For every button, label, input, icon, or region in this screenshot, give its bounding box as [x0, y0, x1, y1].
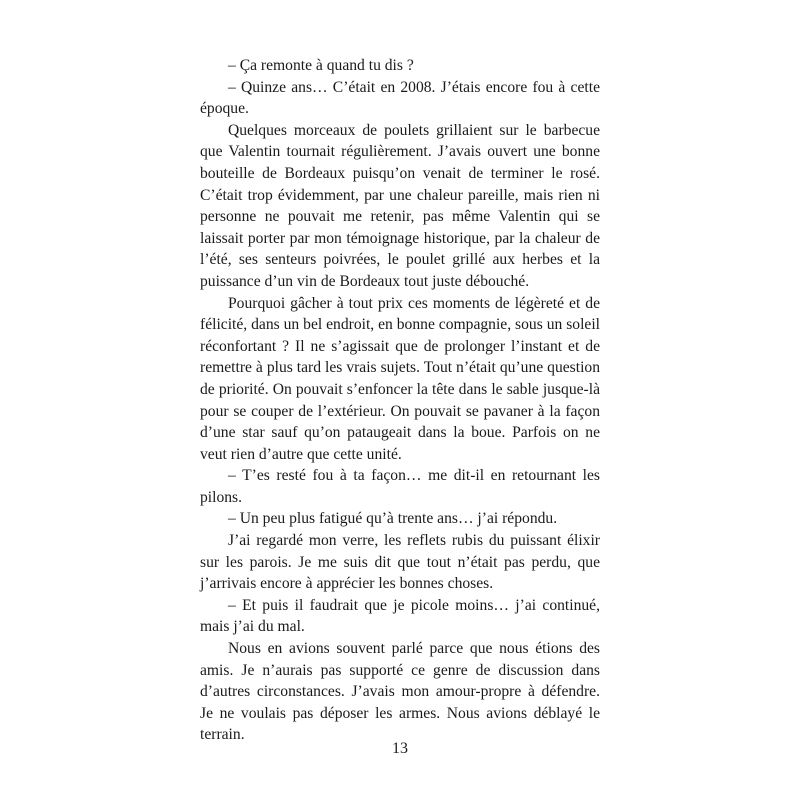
paragraph: – T’es resté fou à ta façon… me dit-il en retournant les pilons. [200, 467, 600, 506]
page-number: 13 [392, 740, 408, 757]
paragraph: – Et puis il faudrait que je picole moins… j’ai continué, mais j’ai du mal. [200, 596, 600, 636]
body-text [200, 55, 600, 746]
paragraph: J’ai regardé mon verre, les reflets rubis du puissant élixir sur les parois. Je me suis dit que tout n’était pas perdu, que j’arrivais encore à apprécier les bonnes choses. [200, 532, 600, 593]
paragraph: Pourquoi gâcher à tout prix ces moments de légèreté et de félicité, dans un bel endroit, en bonne compagnie, sous un soleil réconfortant ? Il ne s’agissait que de prolonger l’instant et de remettre à plus tard les vrais sujets. Tout n’était qu’une question de priorité. On pouvait s’enfoncer la tête dans le sable jusque-là pour se couper de l’extérieur. On pouvait se pavaner à la façon d’une star sauf qu’on pataugeait dans la boue. Parfois on ne veut rien d’autre que cette unité. [200, 294, 600, 463]
paragraph: – Un peu plus fatigué qu’à trente ans… j’ai répondu. [228, 510, 558, 528]
paragraph: – Quinze ans… C’était en 2008. J’étais encore fou à cette époque. [200, 78, 600, 118]
paragraph: – Ça remonte à quand tu dis ? [228, 57, 414, 74]
paragraph: Quelques morceaux de poulets grillaient sur le barbecue que Valentin tournait régulièrement. J’avais ouvert une bonne bouteille de Bordeaux puisqu’on venait de terminer le rosé. C’était trop évidemment, par une chaleur pareille, mais rien ni personne ne pouvait me retenir, pas même Valentin qui se laissait porter par mon témoignage historique, par la chaleur de l’été, ses senteurs poivrées, le poulet grillé aux herbes et la puissance d’un vin de Bordeaux tout juste débouché. [200, 121, 600, 290]
paragraph: Nous en avions souvent parlé parce que nous étions des amis. Je n’aurais pas supporté ce genre de discussion dans d’autres circonstances. J’avais mon amour-propre à défendre. Je ne voulais pas déposer les armes. Nous avions déblayé le terrain. [200, 640, 600, 744]
